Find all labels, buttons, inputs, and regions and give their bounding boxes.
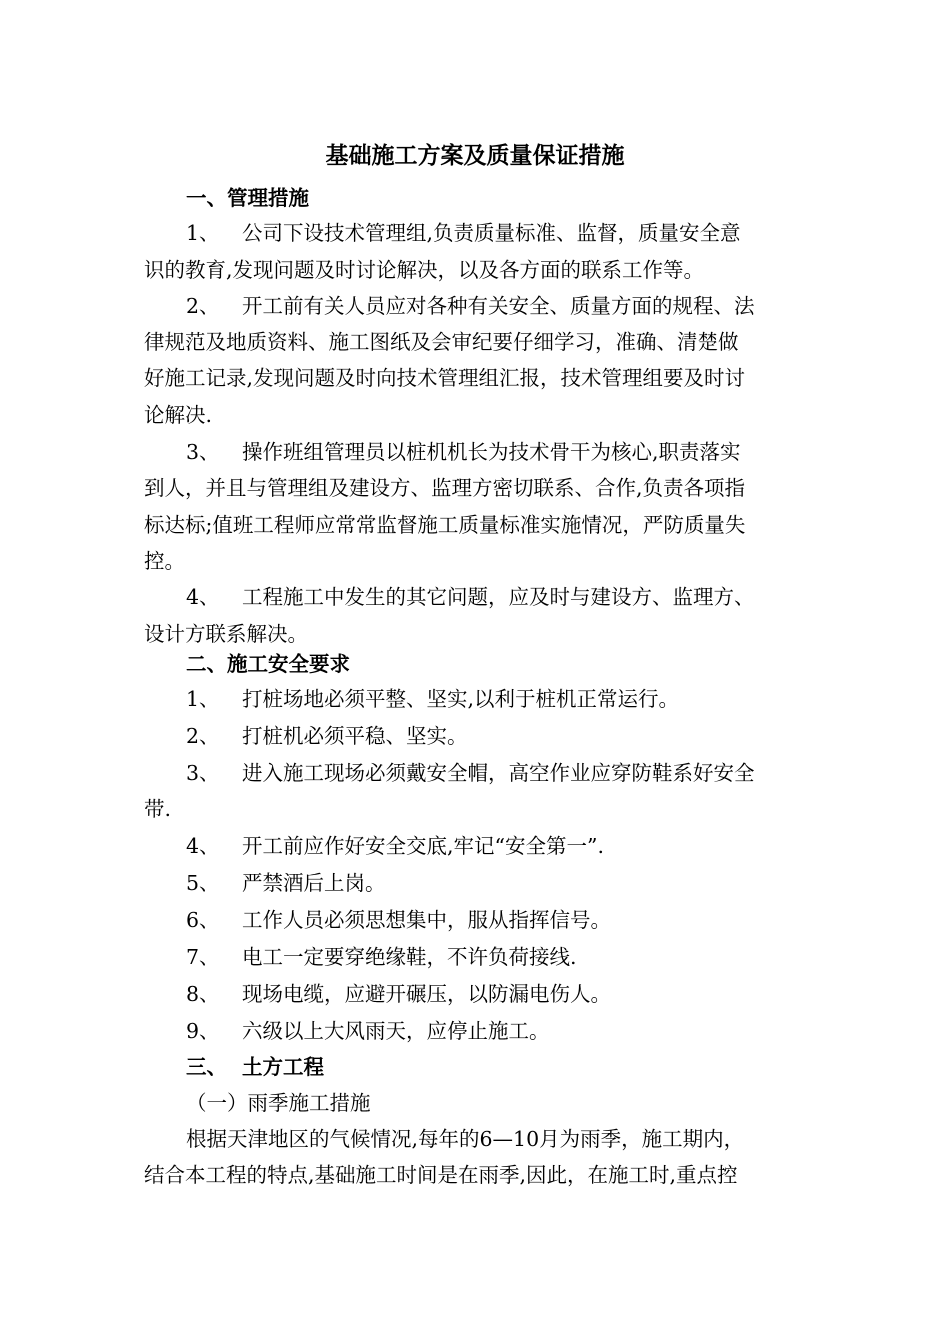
item-number: 9、 bbox=[186, 1019, 220, 1043]
list-item bbox=[186, 943, 577, 971]
paragraph-4-line-2: 设计方联系解决。 bbox=[144, 622, 308, 646]
item-number: 4、 bbox=[186, 834, 220, 858]
paragraph-1-line-2: 识的教育,发现问题及时讨论解决，以及各方面的联系工作等。 bbox=[144, 258, 705, 282]
subsection-heading: （一）雨季施工措施 bbox=[186, 1091, 371, 1115]
item-text: 开工前应作好安全交底,牢记“安全第一”. bbox=[242, 834, 604, 858]
item-number: 2、 bbox=[186, 724, 220, 748]
list-item-continuation: 带. bbox=[144, 797, 172, 821]
document-title: 基础施工方案及质量保证措施 bbox=[325, 142, 625, 169]
section-number: 三、 bbox=[186, 1055, 227, 1079]
item-text: 开工前有关人员应对各种有关安全、质量方面的规程、法 bbox=[242, 294, 755, 318]
section-3-heading bbox=[186, 1053, 324, 1081]
item-text: 工作人员必须思想集中，服从指挥信号。 bbox=[242, 908, 611, 932]
item-number: 6、 bbox=[186, 908, 220, 932]
item-text: 公司下设技术管理组,负责质量标准、监督，质量安全意 bbox=[242, 221, 741, 245]
paragraph-3-line-2: 到人，并且与管理组及建设方、监理方密切联系、合作,负责各项指 bbox=[144, 476, 746, 500]
paragraph-5-line-1: 根据天津地区的气候情况,每年的6—10月为雨季，施工期内， bbox=[186, 1127, 745, 1151]
list-item bbox=[186, 685, 679, 713]
section-title: 土方工程 bbox=[242, 1055, 324, 1079]
item-number: 1、 bbox=[186, 221, 220, 245]
item-text: 进入施工现场必须戴安全帽，高空作业应穿防鞋系好安全 bbox=[242, 761, 755, 785]
item-text: 操作班组管理员以桩机机长为技术骨干为核心,职责落实 bbox=[242, 440, 741, 464]
paragraph-4-line-1 bbox=[186, 583, 755, 611]
item-text: 工程施工中发生的其它问题，应及时与建设方、监理方、 bbox=[242, 585, 755, 609]
list-item bbox=[186, 906, 611, 934]
item-text: 打桩场地必须平整、坚实,以利于桩机正常运行。 bbox=[242, 687, 680, 711]
item-number: 5、 bbox=[186, 871, 220, 895]
list-item bbox=[186, 1017, 550, 1045]
paragraph-2-line-1 bbox=[186, 292, 755, 320]
paragraph-3-line-1 bbox=[186, 438, 741, 466]
item-text: 六级以上大风雨天，应停止施工。 bbox=[242, 1019, 550, 1043]
item-text: 电工一定要穿绝缘鞋，不许负荷接线. bbox=[242, 945, 577, 969]
item-number: 4、 bbox=[186, 585, 220, 609]
paragraph-2-line-3: 好施工记录,发现问题及时向技术管理组汇报，技术管理组要及时讨 bbox=[144, 366, 746, 390]
item-number: 8、 bbox=[186, 982, 220, 1006]
paragraph-3-line-4: 控。 bbox=[144, 549, 185, 573]
paragraph-5-line-2: 结合本工程的特点,基础施工时间是在雨季,因此，在施工时,重点控 bbox=[144, 1163, 738, 1187]
section-2-heading: 二、施工安全要求 bbox=[186, 652, 350, 676]
paragraph-2-line-4: 论解决. bbox=[144, 403, 213, 427]
list-item bbox=[186, 980, 611, 1008]
list-item bbox=[186, 759, 755, 787]
item-number: 3、 bbox=[186, 440, 220, 464]
paragraph-3-line-3: 标达标;值班工程师应常常监督施工质量标准实施情况，严防质量失 bbox=[144, 513, 746, 537]
item-number: 2、 bbox=[186, 294, 220, 318]
paragraph-2-line-2: 律规范及地质资料、施工图纸及会审纪要仔细学习，准确、清楚做 bbox=[144, 330, 739, 354]
section-1-heading: 一、管理措施 bbox=[186, 186, 309, 210]
list-item bbox=[186, 832, 604, 860]
item-number: 1、 bbox=[186, 687, 220, 711]
item-text: 现场电缆，应避开碾压，以防漏电伤人。 bbox=[242, 982, 611, 1006]
paragraph-1-line-1 bbox=[186, 219, 741, 247]
list-item bbox=[186, 722, 468, 750]
item-number: 7、 bbox=[186, 945, 220, 969]
item-text: 严禁酒后上岗。 bbox=[242, 871, 386, 895]
item-number: 3、 bbox=[186, 761, 220, 785]
list-item bbox=[186, 869, 386, 897]
item-text: 打桩机必须平稳、坚实。 bbox=[242, 724, 468, 748]
